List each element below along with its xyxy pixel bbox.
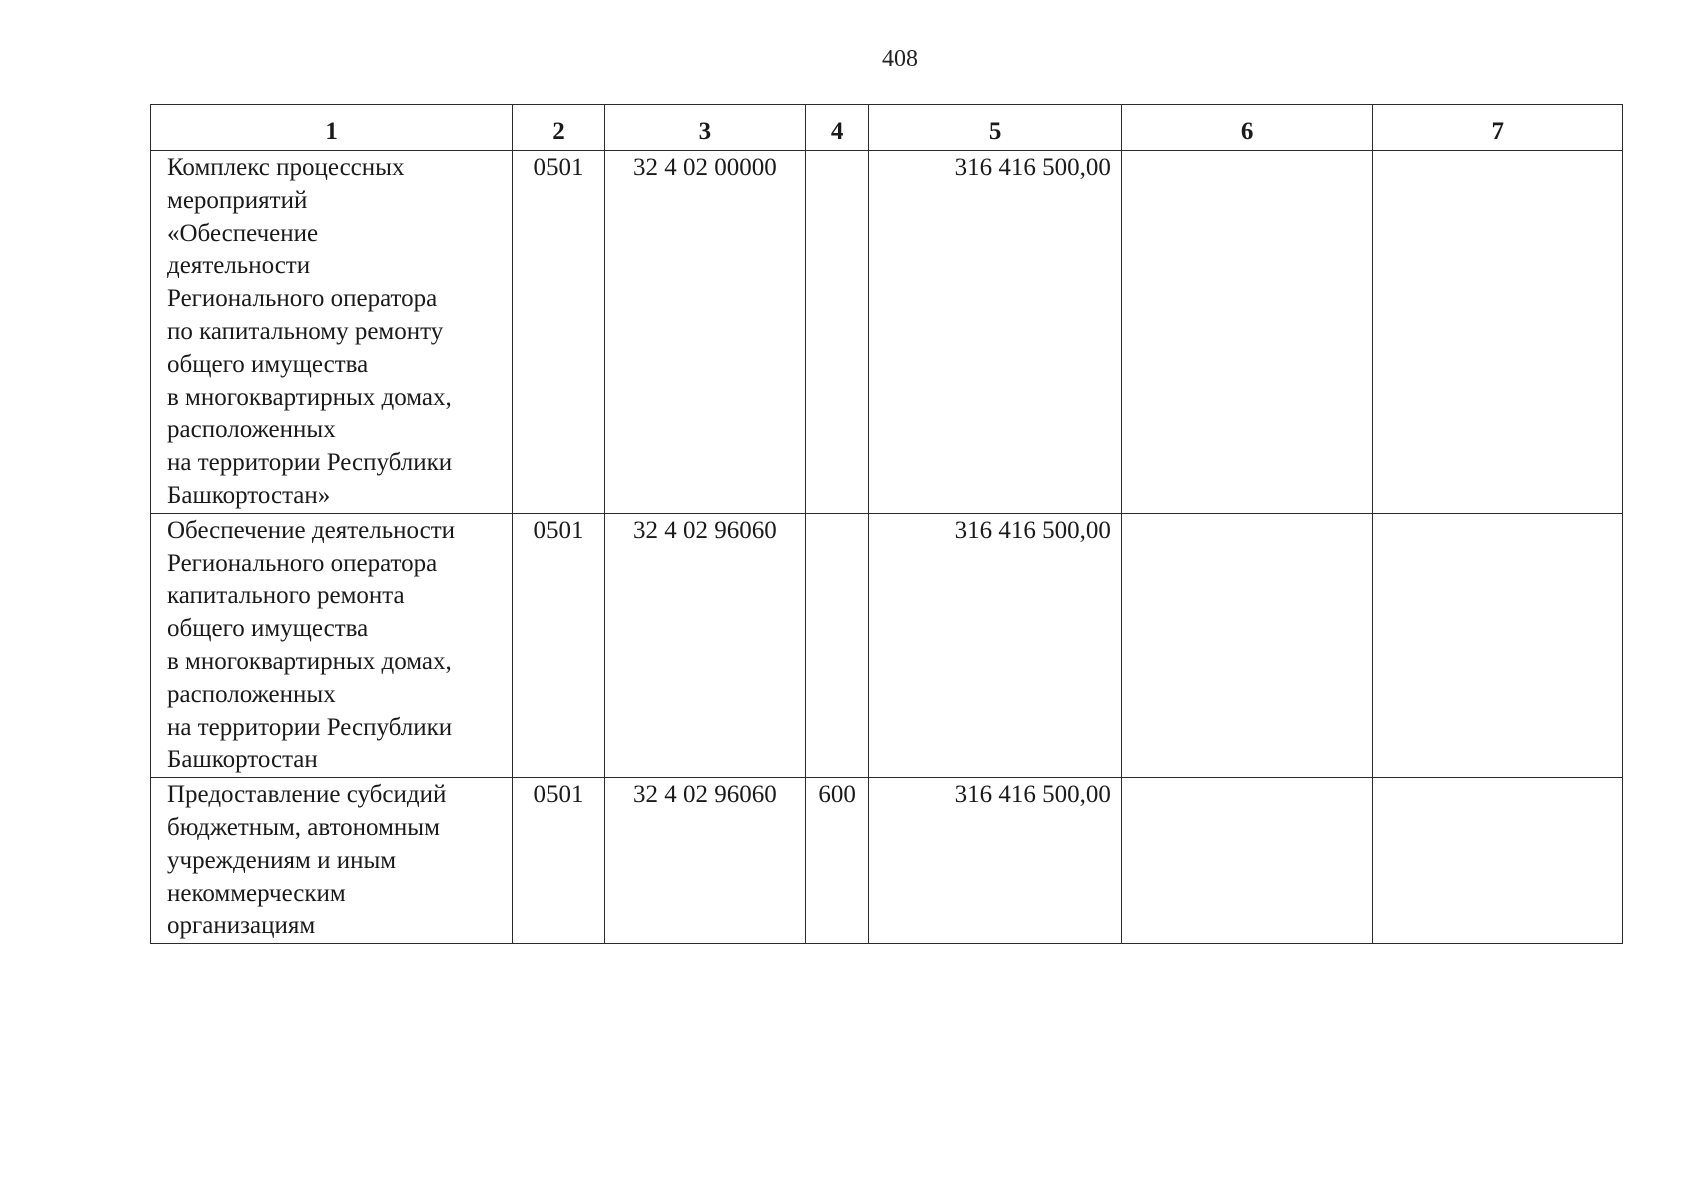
row-col-7 <box>1373 151 1623 514</box>
header-row <box>151 105 1623 151</box>
header-col-7: 7 <box>1373 105 1623 151</box>
row-col-6 <box>1121 151 1373 514</box>
row-col-6 <box>1121 513 1373 777</box>
row-amount: 316 416 500,00 <box>869 513 1122 777</box>
row-col-6 <box>1121 778 1373 944</box>
page-number: 408 <box>882 46 918 72</box>
table-row <box>151 778 1623 944</box>
row-section-code: 0501 <box>513 513 605 777</box>
row-type-code: 600 <box>805 778 868 944</box>
row-col-7 <box>1373 778 1623 944</box>
row-name: Обеспечение деятельности Регионального оператора капитального ремонта общего имущества в многоквартирных домах, расположенных на территории Республики Башкортостан <box>151 513 513 777</box>
row-target-code: 32 4 02 96060 <box>604 513 805 777</box>
budget-table <box>150 104 1623 944</box>
row-target-code: 32 4 02 00000 <box>604 151 805 514</box>
header-col-4: 4 <box>805 105 868 151</box>
row-amount: 316 416 500,00 <box>869 151 1122 514</box>
row-name: Предоставление субсидий бюджетным, автономным учреждениям и иным некоммерческим организациям <box>151 778 513 944</box>
row-amount: 316 416 500,00 <box>869 778 1122 944</box>
header-col-5: 5 <box>869 105 1122 151</box>
header-col-2: 2 <box>513 105 605 151</box>
row-target-code: 32 4 02 96060 <box>604 778 805 944</box>
row-section-code: 0501 <box>513 778 605 944</box>
row-col-7 <box>1373 513 1623 777</box>
row-type-code <box>805 151 868 514</box>
header-col-6: 6 <box>1121 105 1373 151</box>
table-row <box>151 513 1623 777</box>
row-name: Комплекс процессных мероприятий «Обеспечение деятельности Регионального оператора по капитальному ремонту общего имущества в многоквартирных домах, расположенных на территории Республики Башкортостан» <box>151 151 513 514</box>
header-col-1: 1 <box>151 105 513 151</box>
header-col-3: 3 <box>604 105 805 151</box>
row-type-code <box>805 513 868 777</box>
table-row <box>151 151 1623 514</box>
row-section-code: 0501 <box>513 151 605 514</box>
